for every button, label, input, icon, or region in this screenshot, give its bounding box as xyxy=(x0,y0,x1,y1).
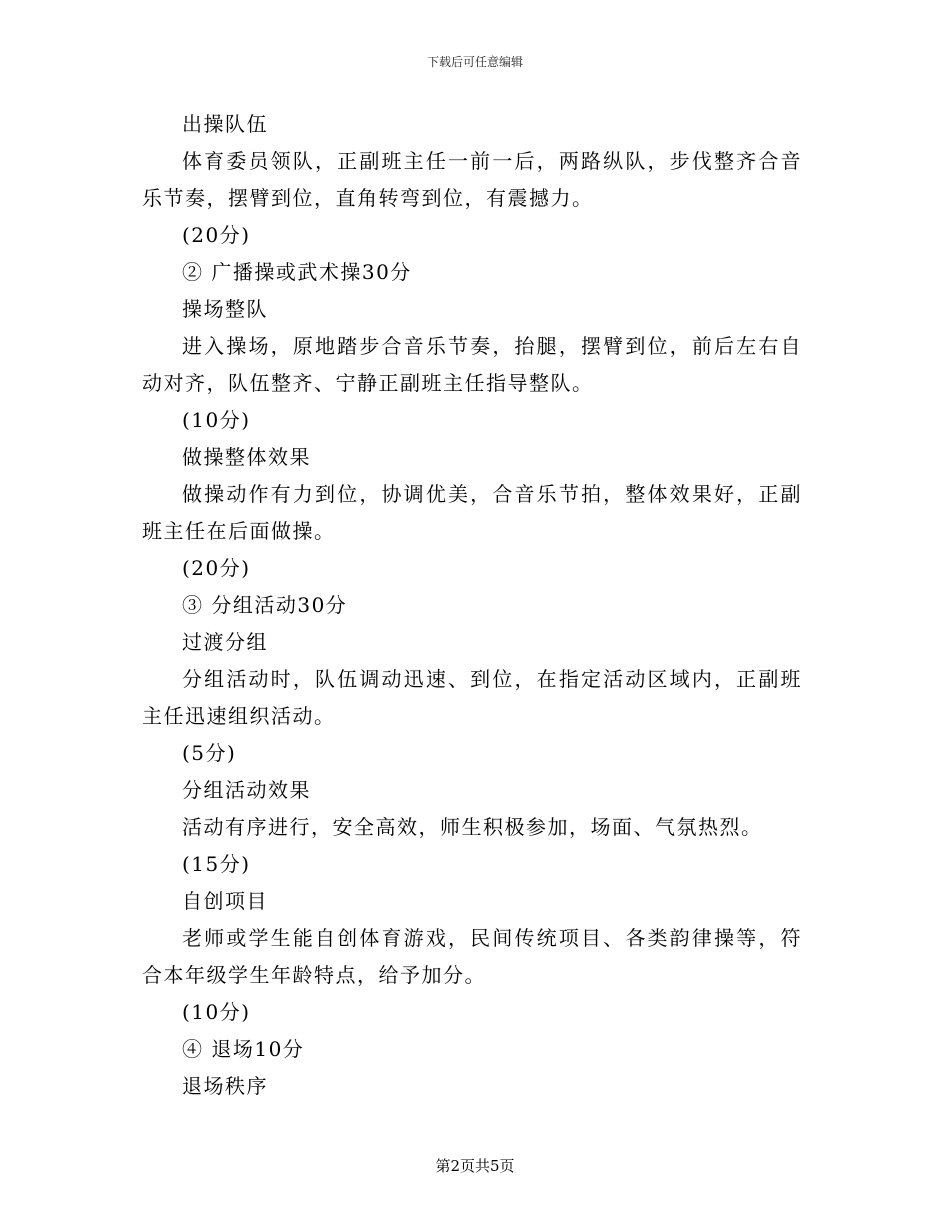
section-title: ④ 退场10分 xyxy=(182,1037,305,1061)
document-body xyxy=(142,106,802,1105)
score-note: (20分) xyxy=(182,556,251,580)
section-heading: 分组活动效果 xyxy=(182,778,311,802)
paragraph: 分组活动时，队伍调动迅速、到位，在指定活动区域内，正副班主任迅速组织活动。 xyxy=(142,667,802,728)
page-header: 下载后可任意编辑 xyxy=(426,55,523,69)
section-heading: 做操整体效果 xyxy=(182,445,311,469)
paragraph: 做操动作有力到位，协调优美，合音乐节拍，整体效果好，正副班主任在后面做操。 xyxy=(142,482,802,543)
section-heading: 自创项目 xyxy=(182,889,268,913)
section-heading: 过渡分组 xyxy=(182,630,268,654)
score-note: (15分) xyxy=(182,852,251,876)
score-note: (10分) xyxy=(182,408,251,432)
section-heading: 操场整队 xyxy=(182,297,268,321)
paragraph: 体育委员领队，正副班主任一前一后，两路纵队，步伐整齐合音乐节奏，摆臂到位，直角转弯到位，有震撼力。 xyxy=(142,149,802,210)
paragraph: 老师或学生能自创体育游戏，民间传统项目、各类韵律操等，符合本年级学生年龄特点，给予加分。 xyxy=(142,926,802,987)
paragraph: 进入操场，原地踏步合音乐节奏，抬腿，摆臂到位，前后左右自动对齐，队伍整齐、宁静正副班主任指导整队。 xyxy=(142,334,802,395)
section-title: ② 广播操或武术操30分 xyxy=(182,260,412,284)
section-heading: 退场秩序 xyxy=(182,1074,268,1098)
section-title: ③ 分组活动30分 xyxy=(182,593,348,617)
score-note: (20分) xyxy=(182,223,251,247)
paragraph: 活动有序进行，安全高效，师生积极参加，场面、气氛热烈。 xyxy=(182,815,763,839)
page-footer: 第2页共5页 xyxy=(435,1157,515,1175)
score-note: (5分) xyxy=(182,741,237,765)
score-note: (10分) xyxy=(182,1000,251,1024)
section-heading: 出操队伍 xyxy=(182,112,268,136)
